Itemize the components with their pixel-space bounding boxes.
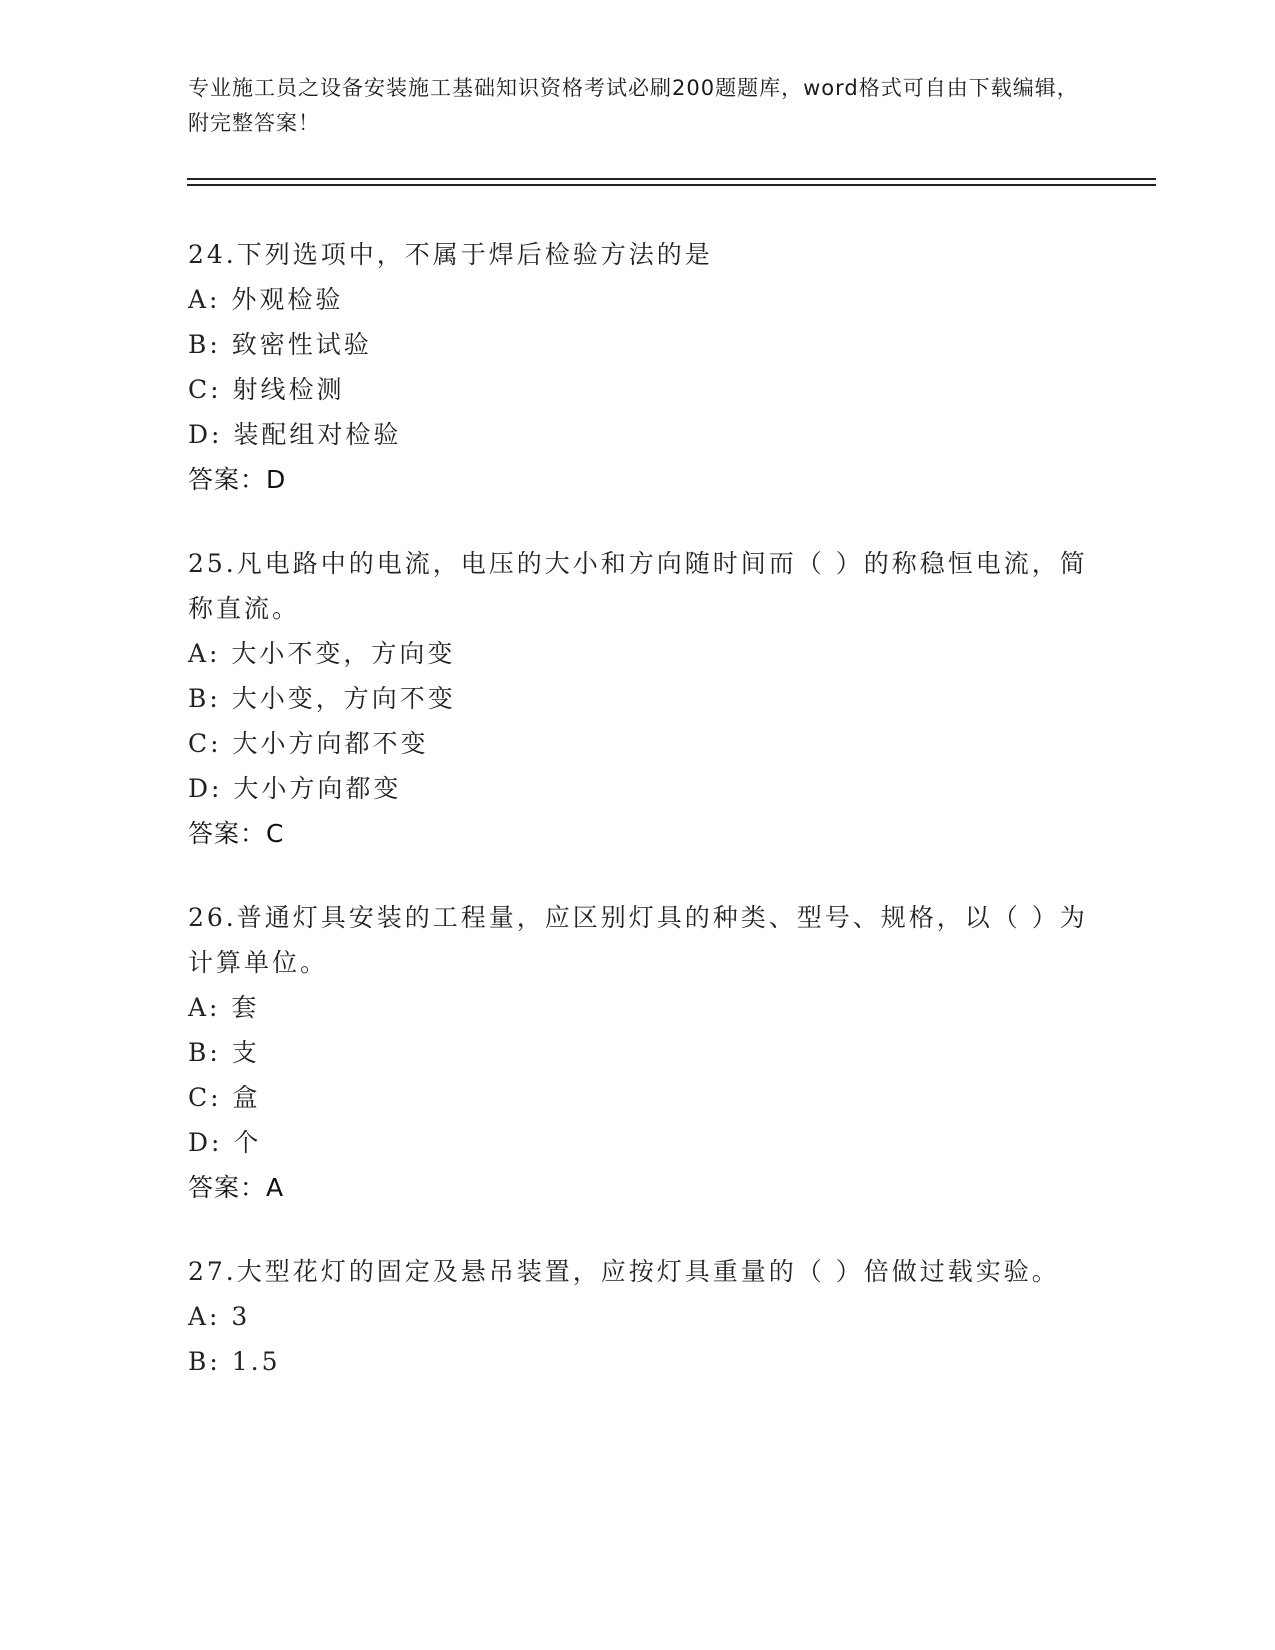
- option-b: B: 致密性试验: [188, 330, 372, 359]
- answer-line: 答案：A: [188, 1173, 285, 1202]
- question-list: [188, 232, 1088, 1422]
- option-d: D: 个: [188, 1128, 262, 1157]
- answer-line: 答案：C: [188, 819, 285, 848]
- question-27: [188, 1249, 1088, 1384]
- question-25: [188, 541, 1088, 857]
- header-divider-top: [187, 178, 1156, 180]
- option-c: C: 盒: [188, 1083, 261, 1112]
- answer-line: 答案：D: [188, 465, 287, 494]
- option-a: A: 大小不变，方向变: [188, 639, 456, 668]
- question-stem: 25.凡电路中的电流，电压的大小和方向随时间而（ ）的称稳恒电流，简称直流。: [188, 549, 1088, 623]
- option-b: B: 1.5: [188, 1347, 281, 1376]
- question-stem: 26.普通灯具安装的工程量，应区别灯具的种类、型号、规格，以（ ）为计算单位。: [188, 903, 1088, 977]
- document-title: 专业施工员之设备安装施工基础知识资格考试必刷200题题库，word格式可自由下载编辑，附完整答案！: [188, 76, 1079, 135]
- question-stem: 24.下列选项中，不属于焊后检验方法的是: [188, 240, 713, 269]
- question-stem: 27.大型花灯的固定及悬吊装置，应按灯具重量的（ ）倍做过载实验。: [188, 1257, 1060, 1286]
- option-d: D: 大小方向都变: [188, 774, 402, 803]
- option-c: C: 射线检测: [188, 375, 345, 404]
- option-a: A: 3: [188, 1302, 251, 1331]
- option-a: A: 套: [188, 993, 260, 1022]
- question-26: [188, 895, 1088, 1211]
- option-d: D: 装配组对检验: [188, 420, 402, 449]
- option-b: B: 大小变，方向不变: [188, 684, 456, 713]
- header-divider-bottom: [187, 184, 1156, 186]
- question-24: [188, 232, 1088, 503]
- option-a: A: 外观检验: [188, 285, 344, 314]
- option-b: B: 支: [188, 1038, 260, 1067]
- option-c: C: 大小方向都不变: [188, 729, 429, 758]
